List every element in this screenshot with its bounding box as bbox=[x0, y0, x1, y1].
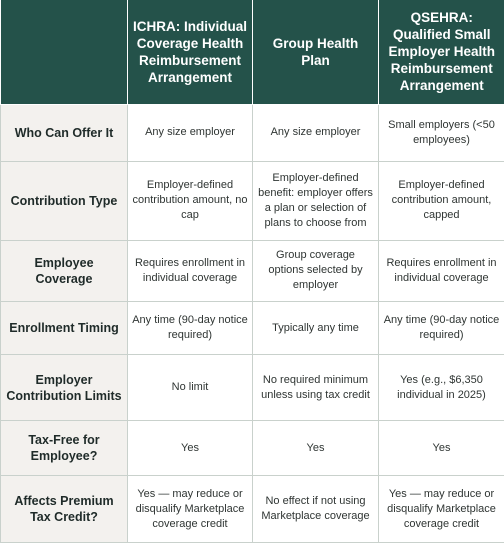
cell-group-health-plan: Yes bbox=[253, 421, 379, 476]
cell-ichra: Requires enrollment in individual coverage bbox=[128, 240, 253, 301]
cell-qsehra: Requires enrollment in individual coverage bbox=[379, 240, 504, 301]
table-row bbox=[1, 476, 504, 543]
table-row bbox=[1, 302, 504, 355]
cell-qsehra: Employer-defined contribution amount, capped bbox=[379, 161, 504, 240]
cell-qsehra: Yes bbox=[379, 421, 504, 476]
row-label-affects-premium-tax-credit: Affects Premium Tax Credit? bbox=[1, 476, 128, 543]
cell-ichra: Any size employer bbox=[128, 104, 253, 161]
header-row bbox=[1, 0, 504, 104]
cell-ichra: Yes bbox=[128, 421, 253, 476]
row-label-employer-contribution-limits: Employer Contribution Limits bbox=[1, 355, 128, 421]
header-corner bbox=[1, 0, 128, 104]
cell-group-health-plan: No required minimum unless using tax credit bbox=[253, 355, 379, 421]
cell-group-health-plan: Any size employer bbox=[253, 104, 379, 161]
table-row bbox=[1, 421, 504, 476]
cell-qsehra: Yes — may reduce or disqualify Marketplace coverage credit bbox=[379, 476, 504, 543]
table-row bbox=[1, 161, 504, 240]
row-label-contribution-type: Contribution Type bbox=[1, 161, 128, 240]
row-label-who-can-offer: Who Can Offer It bbox=[1, 104, 128, 161]
cell-group-health-plan: Employer-defined benefit: employer offers a plan or selection of plans to choose from bbox=[253, 161, 379, 240]
header-group-health-plan: Group Health Plan bbox=[253, 0, 379, 104]
cell-qsehra: Small employers (<50 employees) bbox=[379, 104, 504, 161]
table-row bbox=[1, 240, 504, 301]
header-ichra: ICHRA: Individual Coverage Health Reimbursement Arrangement bbox=[128, 0, 253, 104]
row-label-tax-free-for-employee: Tax-Free for Employee? bbox=[1, 421, 128, 476]
row-label-enrollment-timing: Enrollment Timing bbox=[1, 302, 128, 355]
cell-qsehra: Yes (e.g., $6,350 individual in 2025) bbox=[379, 355, 504, 421]
table-row bbox=[1, 104, 504, 161]
cell-group-health-plan: Typically any time bbox=[253, 302, 379, 355]
cell-ichra: Any time (90-day notice required) bbox=[128, 302, 253, 355]
cell-ichra: Yes — may reduce or disqualify Marketplace coverage credit bbox=[128, 476, 253, 543]
cell-ichra: Employer-defined contribution amount, no cap bbox=[128, 161, 253, 240]
cell-group-health-plan: No effect if not using Marketplace coverage bbox=[253, 476, 379, 543]
table-row bbox=[1, 355, 504, 421]
cell-qsehra: Any time (90-day notice required) bbox=[379, 302, 504, 355]
row-label-employee-coverage: Employee Coverage bbox=[1, 240, 128, 301]
cell-group-health-plan: Group coverage options selected by employer bbox=[253, 240, 379, 301]
header-qsehra: QSEHRA: Qualified Small Employer Health Reimbursement Arrangement bbox=[379, 0, 504, 104]
cell-ichra: No limit bbox=[128, 355, 253, 421]
